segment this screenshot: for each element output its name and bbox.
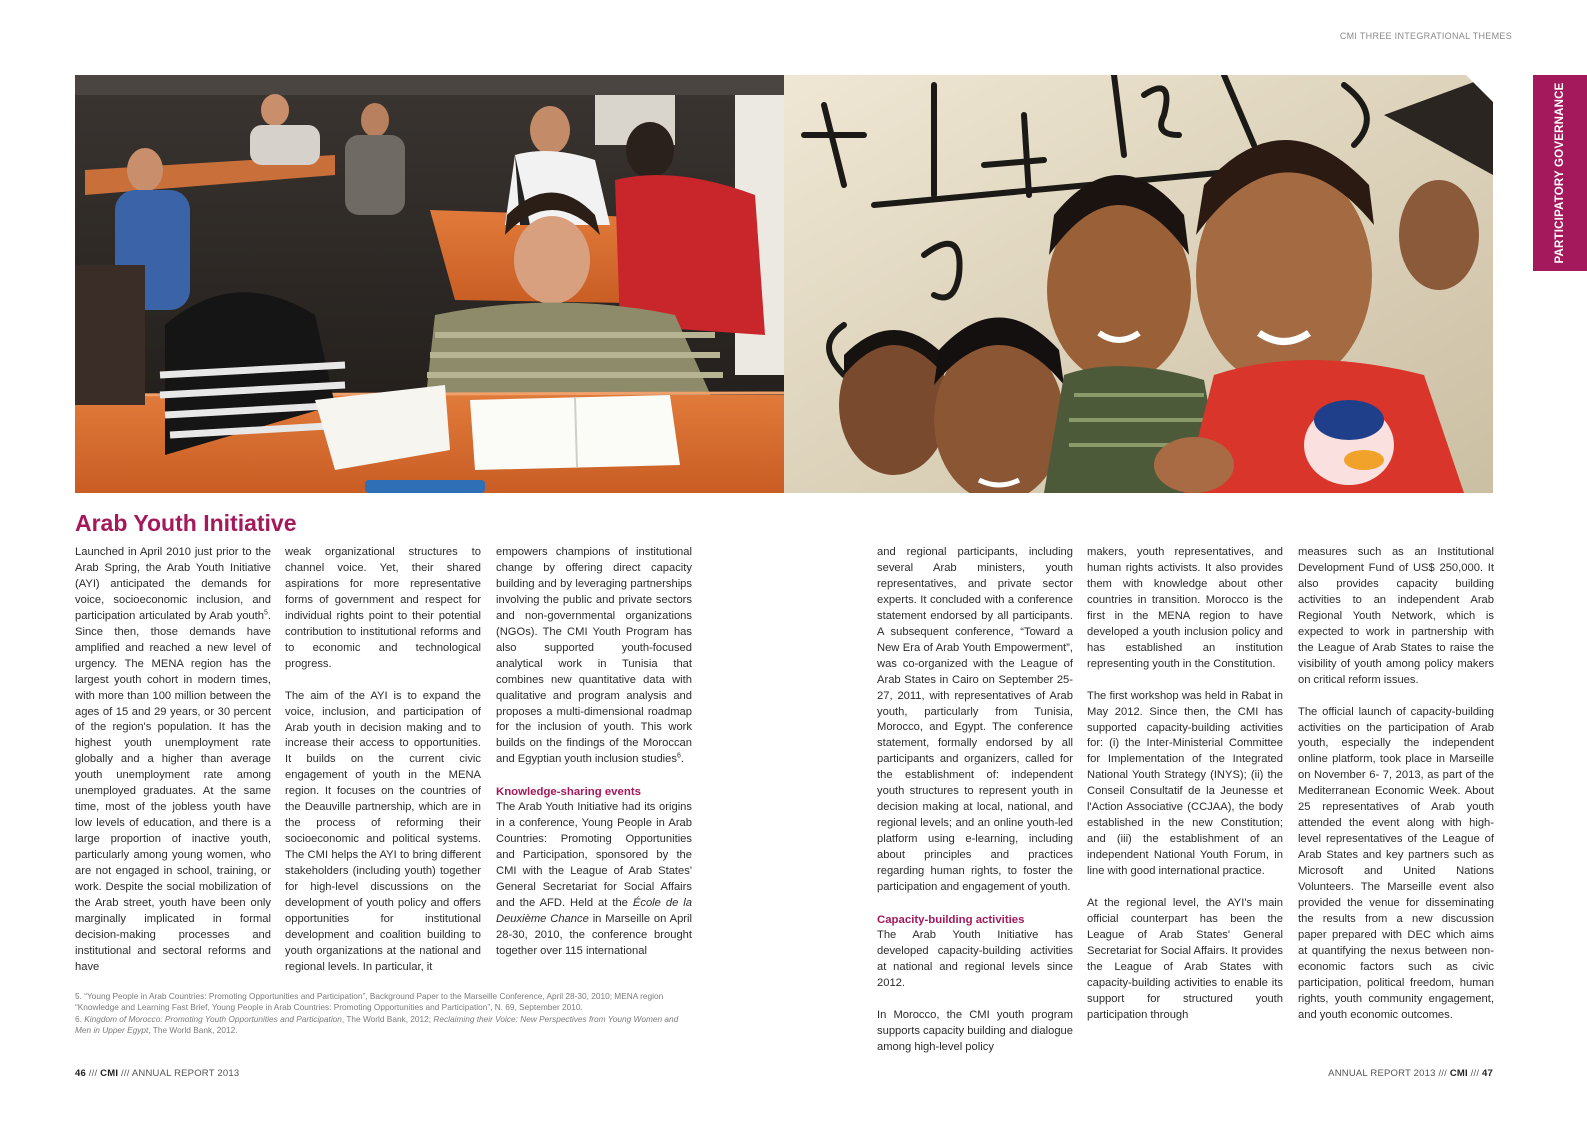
paragraph: The Arab Youth Initiative has developed capacity-building activities at national and regional levels since 2012. bbox=[877, 928, 1073, 989]
section-heading: Knowledge-sharing events bbox=[496, 786, 641, 799]
section-heading: Capacity-building activities bbox=[877, 913, 1025, 926]
paragraph: In Morocco, the CMI youth program supports capacity building and dialogue among high-level policy bbox=[877, 1008, 1073, 1053]
paragraph: and regional participants, including several Arab ministers, youth representatives, and private sector experts. It concluded with a conference statement endorsed by all participants. A subsequent conference, “Toward a New Era of Arab Youth Empowerment”, was co-organized with the League of Arab States in Cairo on September 25-27, 2011, with representatives of Arab youth, particularly from Tunisia, Morocco, and Egypt. The conference statement, formally endorsed by all participants and organizers, called for the establishment of: independent youth structures to represent youth in decision making at local, national, and regional levels; and an online youth-led platform using e-learning, including about principles and practices regarding human rights, to foster the participation and engagement of youth. bbox=[877, 546, 1073, 894]
paragraph: At the regional level, the AYI's main official counterpart has been the League of Arab States' General Secretariat for Social Affairs. It provides the League of Arab States with capacity-building activities to enable its support for structured youth participation through bbox=[1087, 897, 1283, 1021]
running-head: CMI THREE INTEGRATIONAL THEMES bbox=[1339, 31, 1512, 41]
org-name: CMI bbox=[1449, 1068, 1468, 1079]
children-closeup-photo-art bbox=[784, 75, 1493, 493]
paragraph: Launched in April 2010 just prior to the Arab Spring, the Arab Youth Initiative (AYI) anticipated the demands for voice, socioeconomic inclusion, and participation articulated by Arab youth$^5$. Since then, those demands have amplified and reached a new level of urgency. The MENA region has the largest youth cohort in modern times, with more than 100 million between the ages of 15 and 29 years, or 30 percent of the region's population. It has the highest youth unemployment rate globally and a higher than average youth unemployment rate among unemployed graduates. At the same time, most of the jobless youth have low levels of education, and there is a large proportion of inactive youth, particularly among young women, who are not engaged in school, training, or work. Despite the social mobilization of the Arab street, youth have been only marginally implicated in formal decision-making processes and institutional and sectoral reforms and have bbox=[75, 546, 271, 973]
column-4 bbox=[877, 545, 1073, 1056]
classroom-photo-art bbox=[75, 75, 784, 493]
footnotes bbox=[75, 991, 695, 1037]
classroom-photo bbox=[75, 75, 784, 493]
page-number: 46 bbox=[75, 1068, 86, 1079]
paragraph: weak organizational structures to channel voice. Yet, their shared aspirations for more representative forms of government and respect for individual rights point to their potential contribution to institutional reforms and to economic and technological progress. bbox=[285, 546, 481, 670]
footnote-ref[interactable]: 5 bbox=[263, 609, 268, 617]
column-3 bbox=[496, 545, 692, 960]
folio-right: ANNUAL REPORT 2013 /// CMI /// 47 bbox=[1328, 1068, 1493, 1079]
column-5 bbox=[1087, 545, 1283, 1024]
page-number: 47 bbox=[1482, 1068, 1493, 1079]
column-1 bbox=[75, 545, 271, 976]
paragraph: The official launch of capacity-building activities on the participation of Arab youth, especially the independent online platform, took place in Marseille on November 6- 7, 2013, as part of the Mediterranean Economic Week. About 25 representatives of Arab youth attended the event along with high-level representatives of the League of Arab States and key partners such as Microsoft and United Nations Volunteers. The Marseille event also provided the venue for disseminating the results from a new discussion paper prepared with DEC which aims at quantifying the nexus between non-economic factors such as civic participation, political freedom, human rights, youth community engagement, and youth economic outcomes. bbox=[1298, 705, 1494, 1021]
paragraph: The first workshop was held in Rabat in May 2012. Since then, the CMI has supported capacity-building activities for: (i) the Inter-Ministerial Committee for Implementation of the Integrated National Youth Strategy (INYS); (ii) the Conseil Consultatif de la Jeunesse et l'Action Associative (CCJAA), the body established in the new Constitution; and (iii) the establishment of an independent National Youth Forum, in line with good international practice. bbox=[1087, 689, 1283, 878]
org-name: CMI bbox=[100, 1068, 119, 1079]
paragraph: The Arab Youth Initiative had its origins in a conference, Young People in Arab Countries: Promoting Opportunities and Participation, sponsored by the CMI with the League of Arab States' General Secretariat for Social Affairs and the AFD. Held at the École de la Deuxième Chance in Marseille on April 28-30, 2010, the conference brought together over 115 international bbox=[496, 801, 692, 957]
footnote-6: 6. Kingdom of Morocco: Promoting Youth Opportunities and Participation, The World Bank, 2012; Reclaiming their Voice: New Perspectives from Young Women and Men in Upper Egypt, The World Bank, 2012. bbox=[75, 1013, 679, 1036]
section-tab-label: PARTICIPATORY GOVERNANCE bbox=[1554, 82, 1566, 264]
footnote-ref[interactable]: 6 bbox=[676, 752, 681, 760]
paragraph: empowers champions of institutional change by offering direct capacity building and by leveraging partnerships involving the public and private sectors and non-governmental organizations (NGOs). The CMI Youth Program has also supported youth-focused analytical work in Tunisia that combines new quantitative data with qualitative and program analysis and proposes a multi-dimensional roadmap for the inclusion of youth. This work builds on the findings of the Moroccan and Egyptian youth inclusion studies$^6$. bbox=[496, 546, 692, 766]
paragraph: makers, youth representatives, and human rights activists. It also provides them with knowledge about other countries in transition. Morocco is the first in the MENA region to have developed a youth inclusion policy and has established an institution representing youth in the Constitution. bbox=[1087, 546, 1283, 670]
section-tab bbox=[1533, 75, 1587, 271]
paragraph: The aim of the AYI is to expand the voice, inclusion, and participation of Arab youth in decision making and to increase their access to opportunities. It builds on the current civic engagement of youth in the MENA region. It focuses on the countries of the Deauville partnership, which are in the process of reforming their socioeconomic and political systems. The CMI helps the AYI to bring different stakeholders (including youth) together for high-level discussions on the development of youth policy and offers opportunities for institutional development and coalition building to youth organizations at the national and regional levels. In particular, it bbox=[285, 689, 481, 973]
column-6 bbox=[1298, 545, 1494, 1024]
folio-left: 46 /// CMI /// ANNUAL REPORT 2013 bbox=[75, 1068, 240, 1079]
paragraph: measures such as an Institutional Development Fund of US$ 250,000. It also provides capacity building activities to an independent Arab Regional Youth Network, which is expected to work in partnership with the League of Arab States to raise the visibility of youth among policy makers on critical reform issues. bbox=[1298, 546, 1494, 686]
children-closeup-photo bbox=[784, 75, 1493, 493]
article-title: Arab Youth Initiative bbox=[75, 510, 297, 536]
footnote-5: 5. “Young People in Arab Countries: Promoting Opportunities and Participation”, Background Paper to the Marseille Conference, April 28-30, 2010; MENA region “Knowledge and Learning Fast Brief, Young People in Arab Countries: Promoting Opportunities and Participation”, N. 69, September 2010. bbox=[75, 991, 664, 1013]
column-2 bbox=[285, 545, 481, 976]
